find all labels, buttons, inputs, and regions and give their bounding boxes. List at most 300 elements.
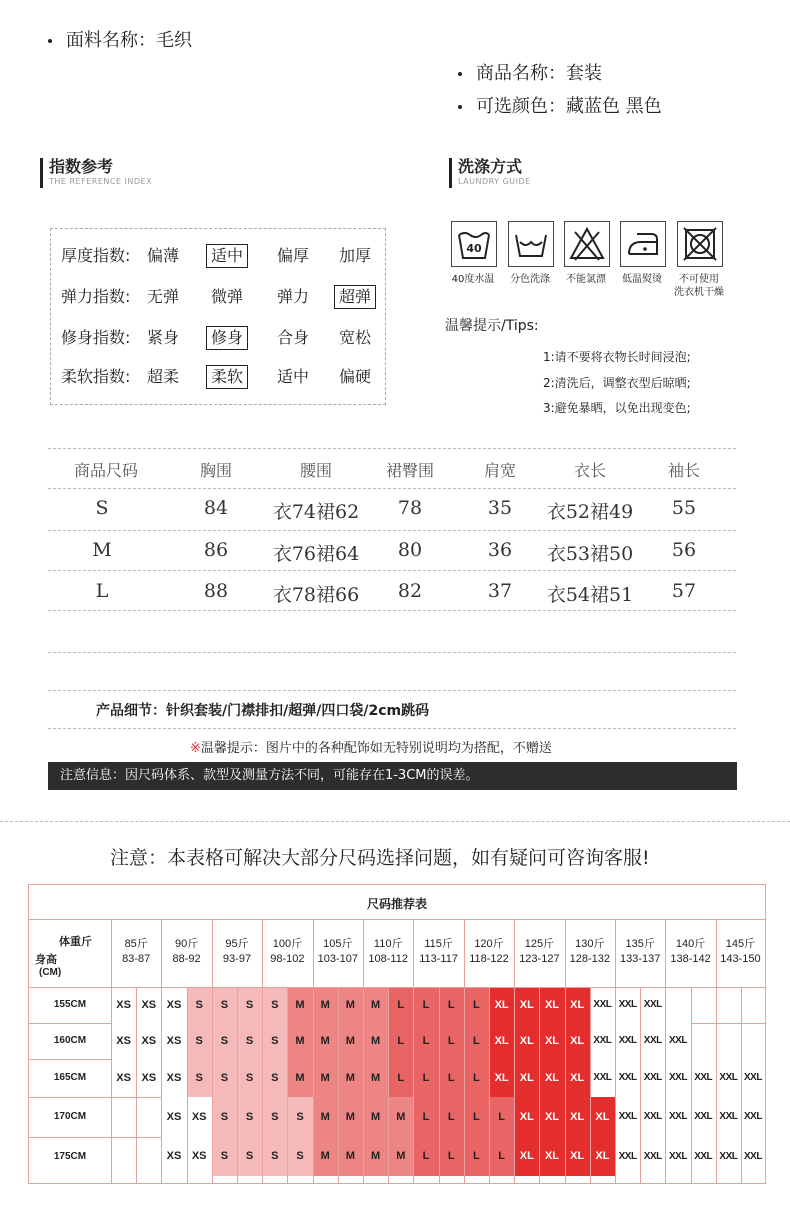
warm-tip-mark: ※: [190, 741, 201, 756]
size-cell: M: [338, 987, 363, 1023]
colors-info: [458, 92, 662, 118]
size-cell: [691, 1023, 716, 1059]
size-cell: XXL: [590, 1023, 615, 1059]
size-cell: [111, 1097, 136, 1137]
size-cell: L: [439, 1137, 464, 1176]
size-table-divider: [48, 530, 736, 531]
size-cell: S: [187, 1059, 212, 1097]
size-table-cell: 78: [397, 497, 423, 519]
size-cell: M: [338, 1097, 363, 1137]
size-cell: M: [388, 1097, 413, 1137]
weight-header: 115斤: [424, 938, 453, 950]
fabric-text: 面料名称：毛织: [66, 30, 192, 51]
warm-tip-text: 温馨提示：图片中的各种配饰如无特别说明均为搭配，不赠送: [200, 741, 552, 756]
index-option-selected: 超弹: [334, 285, 376, 309]
weight-header: 125斤: [524, 938, 555, 950]
size-cell: L: [388, 987, 413, 1023]
size-cell: M: [363, 1097, 388, 1137]
size-cell: S: [212, 1097, 237, 1137]
recommend-note: 注意：本表格可解决大部分尺码选择问题，如有疑问可咨询客服!: [110, 847, 650, 869]
size-cell: L: [439, 987, 464, 1023]
size-cell: S: [237, 1097, 262, 1137]
size-cell: S: [212, 1137, 237, 1176]
index-option-selected: 适中: [206, 244, 248, 268]
size-cell: XXL: [640, 1059, 665, 1097]
weight-range: 128-132: [569, 953, 610, 965]
index-option: 偏硬: [339, 367, 372, 386]
size-cell: M: [313, 1023, 338, 1059]
table-grid-line: [262, 987, 263, 1183]
size-table-cell: 88: [203, 580, 229, 602]
size-cell: L: [413, 1059, 438, 1097]
table-grid-line: [565, 987, 566, 1183]
size-cell: XS: [187, 1137, 212, 1176]
size-cell: XXL: [640, 987, 665, 1023]
size-cell: XXL: [615, 1137, 640, 1176]
laundry-section-title: 洗涤方式: [458, 157, 523, 176]
weight-header: 145斤: [725, 938, 756, 950]
size-cell: L: [413, 987, 438, 1023]
table-title: 尺码推荐表: [366, 897, 427, 911]
size-cell: [136, 1097, 161, 1137]
table-grid-line: [665, 987, 666, 1183]
weight-header: 105斤: [323, 938, 353, 950]
no-bleach-icon: [564, 221, 610, 267]
size-table-cell: 衣74裙62: [272, 501, 360, 523]
size-cell: XXL: [665, 1137, 690, 1176]
size-cell: XS: [161, 1059, 186, 1097]
weight-range: 88-92: [172, 953, 201, 965]
bullet-icon: [458, 72, 462, 76]
table-grid-line: [615, 919, 616, 987]
size-cell: XS: [161, 1023, 186, 1059]
size-cell: XXL: [716, 1097, 741, 1137]
size-cell: XL: [539, 1137, 564, 1176]
size-cell: M: [338, 1023, 363, 1059]
size-cell: XL: [514, 1097, 539, 1137]
size-cell: XS: [136, 1059, 161, 1097]
table-grid-line: [539, 987, 540, 1183]
care-label-40: 40度水温: [451, 274, 495, 285]
index-option: 合身: [277, 328, 310, 347]
size-table-cell: 56: [671, 539, 697, 561]
size-table-header: 裙臀围: [385, 461, 434, 480]
height-label: 165CM: [53, 1072, 87, 1083]
index-section-header: [40, 158, 152, 188]
size-table-cell: S: [95, 497, 109, 519]
tips-title: 温馨提示/Tips:: [445, 318, 539, 334]
size-cell: XL: [514, 1059, 539, 1097]
weight-range: 118-122: [469, 953, 509, 965]
size-cell: M: [363, 1023, 388, 1059]
size-table-header: 衣长: [573, 461, 606, 480]
size-table-header: 胸围: [199, 461, 232, 480]
size-cell: XXL: [665, 1059, 690, 1097]
index-option: 紧身: [147, 328, 180, 347]
corner-weight-label: 体重斤: [59, 936, 92, 948]
size-cell: [716, 1023, 741, 1059]
size-table-divider: [48, 448, 736, 449]
size-cell: S: [262, 987, 287, 1023]
index-option-selected: 修身: [206, 326, 248, 350]
size-cell: S: [187, 1023, 212, 1059]
size-table-divider: [48, 610, 736, 611]
table-grid-line: [615, 987, 616, 1183]
care-label-no-dry: [664, 273, 734, 299]
size-table-cell: M: [92, 539, 112, 561]
table-grid-line: [212, 919, 213, 987]
height-label: 175CM: [53, 1151, 87, 1162]
index-row-label: 柔软指数:: [61, 367, 131, 386]
corner-height-label: 身高: [35, 954, 57, 966]
table-grid-line: [111, 919, 112, 1183]
tip-2: 2:清洗后，调整衣型后晾晒;: [543, 376, 691, 390]
size-table-cell: 36: [487, 539, 513, 561]
size-cell: XS: [187, 1097, 212, 1137]
table-grid-line: [716, 919, 717, 987]
size-recommend-table: [28, 884, 766, 1184]
size-cell: M: [313, 987, 338, 1023]
size-cell: XS: [161, 987, 186, 1023]
size-cell: XL: [565, 1097, 590, 1137]
table-grid-line: [514, 987, 515, 1183]
size-cell: XXL: [640, 1137, 665, 1176]
size-cell: XL: [590, 1137, 615, 1176]
size-cell: S: [262, 1097, 287, 1137]
table-grid-line: [313, 987, 314, 1183]
size-table-divider: [48, 652, 736, 653]
size-cell: S: [287, 1137, 312, 1176]
weight-range: 143-150: [720, 953, 761, 965]
no-tumble-dry-icon: [677, 221, 723, 267]
size-cell: XS: [161, 1137, 186, 1176]
weight-header: 130斤: [575, 938, 605, 950]
table-grid-line: [29, 987, 765, 988]
table-grid-line: [136, 987, 137, 1183]
product-name-text: 商品名称：套装: [476, 63, 602, 84]
size-cell: XXL: [590, 987, 615, 1023]
height-label: 170CM: [53, 1111, 87, 1122]
size-cell: S: [237, 1023, 262, 1059]
size-cell: XXL: [741, 1097, 765, 1137]
corner-unit-label: (CM): [39, 967, 62, 978]
size-cell: L: [439, 1059, 464, 1097]
size-table-header: 腰围: [299, 461, 332, 480]
index-section-subtitle: THE REFERENCE INDEX: [49, 177, 153, 186]
weight-header: 100斤: [272, 938, 303, 950]
size-cell: XS: [161, 1097, 186, 1137]
size-cell: XXL: [665, 1023, 690, 1059]
size-cell: S: [287, 1097, 312, 1137]
table-grid-line: [313, 919, 314, 987]
size-table-divider: [48, 690, 736, 691]
size-table-cell: 82: [397, 580, 423, 602]
index-option: 微弹: [211, 287, 244, 306]
colors-text: 可选颜色：藏蓝色 黑色: [476, 96, 662, 117]
size-table-divider: [48, 570, 736, 571]
table-grid-line: [489, 987, 490, 1183]
size-cell: S: [212, 1059, 237, 1097]
size-cell: M: [287, 987, 312, 1023]
size-table-cell: 80: [397, 539, 423, 561]
weight-header: 140斤: [675, 938, 706, 950]
size-cell: XXL: [615, 987, 640, 1023]
table-grid-line: [29, 919, 765, 920]
size-cell: XL: [514, 987, 539, 1023]
product-name-info: [458, 59, 602, 85]
table-grid-line: [237, 987, 238, 1183]
size-table-header: 袖长: [667, 461, 700, 480]
size-cell: M: [287, 1059, 312, 1097]
size-cell: L: [464, 1097, 489, 1137]
table-grid-line: [413, 919, 414, 987]
table-grid-line: [565, 919, 566, 987]
table-grid-line: [161, 919, 162, 987]
size-cell: L: [388, 1059, 413, 1097]
table-grid-line: [514, 919, 515, 987]
size-cell: XXL: [615, 1059, 640, 1097]
tip-3: 3:避免暴晒，以免出现变色;: [543, 401, 691, 415]
size-table-cell: 86: [203, 539, 229, 561]
size-cell: XXL: [665, 1097, 690, 1137]
index-option: 偏厚: [277, 246, 310, 265]
size-cell: M: [338, 1059, 363, 1097]
size-table-cell: 衣78裙66: [272, 584, 360, 606]
size-cell: XXL: [691, 1137, 716, 1176]
table-grid-line: [388, 987, 389, 1183]
index-option: 加厚: [339, 246, 372, 265]
size-cell: L: [464, 987, 489, 1023]
table-grid-line: [187, 987, 188, 1183]
size-cell: XL: [565, 1059, 590, 1097]
size-cell: M: [363, 987, 388, 1023]
size-table-header: 肩宽: [483, 461, 516, 480]
size-cell: [665, 987, 690, 1023]
size-cell: XXL: [741, 1059, 765, 1097]
size-cell: XL: [539, 1059, 564, 1097]
index-option: 适中: [277, 367, 310, 386]
size-cell: XXL: [691, 1059, 716, 1097]
size-cell: XS: [111, 987, 136, 1023]
size-table-cell: 57: [671, 580, 697, 602]
size-cell: S: [262, 1137, 287, 1176]
size-cell: XXL: [691, 1097, 716, 1137]
table-grid-line: [262, 919, 263, 987]
table-grid-line: [741, 987, 742, 1183]
care-label-low-iron: 低温熨烫: [622, 274, 662, 285]
table-grid-line: [287, 987, 288, 1183]
weight-header: 135斤: [625, 938, 655, 950]
size-cell: L: [464, 1059, 489, 1097]
weight-header: 110斤: [373, 938, 403, 950]
table-grid-line: [640, 987, 641, 1183]
size-cell: S: [262, 1059, 287, 1097]
size-cell: XL: [489, 987, 514, 1023]
size-cell: L: [489, 1137, 514, 1176]
table-grid-line: [338, 987, 339, 1183]
weight-range: 83-87: [122, 953, 151, 965]
table-grid-line: [212, 987, 213, 1183]
table-grid-line: [716, 987, 717, 1183]
size-cell: XS: [136, 987, 161, 1023]
weight-range: 103-107: [317, 953, 358, 965]
size-cell: XL: [489, 1023, 514, 1059]
size-cell: L: [464, 1137, 489, 1176]
height-label: 155CM: [53, 999, 87, 1010]
laundry-section-subtitle: LAUNDRY GUIDE: [458, 177, 531, 186]
care-label-no-dry-line2: 洗衣机干燥: [674, 287, 724, 298]
size-cell: [716, 987, 741, 1023]
notice-bar: 注意信息：因尺码体系、款型及测量方法不同，可能存在1-3CM的误差。: [48, 762, 737, 790]
size-cell: S: [237, 1137, 262, 1176]
size-cell: XXL: [615, 1023, 640, 1059]
size-cell: [741, 987, 765, 1023]
size-table-cell: 衣54裙51: [546, 584, 634, 606]
table-grid-line: [464, 987, 465, 1183]
size-cell: XL: [590, 1097, 615, 1137]
size-cell: L: [439, 1023, 464, 1059]
tip-1: 1:请不要将衣物长时间浸泡;: [543, 350, 691, 364]
size-cell: L: [413, 1097, 438, 1137]
size-table-divider: [48, 488, 736, 489]
table-grid-line: [363, 919, 364, 987]
size-cell: M: [313, 1137, 338, 1176]
laundry-section-header: [449, 158, 531, 188]
weight-header: 90斤: [174, 938, 199, 950]
size-cell: XXL: [590, 1059, 615, 1097]
size-cell: S: [212, 1023, 237, 1059]
table-grid-line: [363, 987, 364, 1183]
size-cell: XXL: [615, 1097, 640, 1137]
size-cell: XS: [136, 1023, 161, 1059]
size-cell: XL: [565, 1137, 590, 1176]
index-option: 宽松: [339, 328, 372, 347]
index-box: [50, 228, 386, 405]
table-grid-line: [691, 987, 692, 1183]
index-option: 偏薄: [147, 246, 180, 265]
section-divider: [0, 821, 790, 822]
size-table-cell: 84: [203, 497, 229, 519]
size-cell: [741, 1023, 765, 1059]
size-cell: L: [489, 1097, 514, 1137]
hand-wash-basin-icon: [508, 221, 554, 267]
weight-header: 120斤: [474, 938, 504, 950]
size-cell: S: [212, 987, 237, 1023]
weight-range: 93-97: [222, 953, 252, 965]
size-cell: XS: [111, 1059, 136, 1097]
weight-range: 123-127: [519, 953, 560, 965]
svg-text:40: 40: [466, 242, 482, 255]
product-detail: 产品细节：针织套装/门襟排扣/超弹/四口袋/2cm跳码: [96, 703, 430, 719]
table-grid-line: [464, 919, 465, 987]
size-cell: S: [262, 1023, 287, 1059]
size-cell: XL: [539, 1023, 564, 1059]
size-cell: M: [363, 1137, 388, 1176]
index-row-label: 弹力指数:: [61, 287, 131, 306]
size-cell: XXL: [716, 1059, 741, 1097]
size-table-cell: 衣53裙50: [546, 543, 634, 565]
index-section-title: 指数参考: [49, 157, 114, 176]
low-iron-icon: [620, 221, 666, 267]
size-table-header: 商品尺码: [73, 461, 138, 480]
size-cell: L: [388, 1023, 413, 1059]
size-cell: M: [363, 1059, 388, 1097]
index-option: 超柔: [147, 367, 180, 386]
size-table-cell: 35: [487, 497, 513, 519]
weight-range: 98-102: [270, 953, 305, 965]
table-grid-line: [590, 987, 591, 1183]
size-cell: M: [313, 1059, 338, 1097]
weight-header: 95斤: [225, 938, 249, 950]
size-cell: L: [413, 1023, 438, 1059]
table-grid-line: [413, 987, 414, 1183]
size-cell: XL: [539, 1097, 564, 1137]
size-cell: L: [464, 1023, 489, 1059]
size-cell: [691, 987, 716, 1023]
fabric-info: [48, 26, 192, 52]
size-table-cell: 37: [487, 580, 513, 602]
table-grid-line: [161, 987, 162, 1183]
size-cell: XXL: [741, 1137, 765, 1176]
height-label: 160CM: [53, 1035, 87, 1046]
size-table-divider: [48, 728, 736, 729]
warm-tip: [190, 737, 552, 756]
size-cell: XL: [565, 987, 590, 1023]
wash-40-icon: [451, 221, 497, 267]
weight-range: 138-142: [670, 953, 711, 965]
size-cell: M: [313, 1097, 338, 1137]
size-cell: L: [439, 1097, 464, 1137]
bullet-icon: [48, 39, 52, 43]
weight-header: 85斤: [124, 938, 148, 950]
size-cell: XL: [489, 1059, 514, 1097]
size-cell: M: [338, 1137, 363, 1176]
table-grid-line: [439, 987, 440, 1183]
index-row-label: 修身指数:: [61, 328, 131, 347]
size-cell: XL: [539, 987, 564, 1023]
index-row-label: 厚度指数:: [61, 246, 131, 265]
weight-range: 108-112: [368, 953, 408, 965]
size-cell: XXL: [640, 1023, 665, 1059]
size-cell: [111, 1137, 136, 1176]
weight-range: 113-117: [419, 953, 458, 965]
index-option: 无弹: [147, 287, 180, 306]
size-cell: XL: [565, 1023, 590, 1059]
size-cell: L: [413, 1137, 438, 1176]
index-option: 弹力: [277, 287, 310, 306]
size-cell: S: [237, 1059, 262, 1097]
size-table-cell: 衣52裙49: [546, 501, 634, 523]
size-cell: XXL: [716, 1137, 741, 1176]
index-option-selected: 柔软: [206, 365, 248, 389]
care-label-separate: 分色洗涤: [510, 274, 550, 285]
table-grid-line: [665, 919, 666, 987]
size-cell: S: [187, 987, 212, 1023]
size-cell: XS: [111, 1023, 136, 1059]
bullet-icon: [458, 105, 462, 109]
size-cell: M: [388, 1137, 413, 1176]
size-cell: XXL: [640, 1097, 665, 1137]
care-label-no-dry-line1: 不可使用: [679, 274, 719, 285]
size-table-cell: 衣76裙64: [272, 543, 360, 565]
weight-range: 133-137: [620, 953, 661, 965]
care-label-no-bleach: 不能氯漂: [566, 274, 606, 285]
size-cell: XL: [514, 1137, 539, 1176]
size-cell: XL: [514, 1023, 539, 1059]
size-cell: [136, 1137, 161, 1176]
size-cell: M: [287, 1023, 312, 1059]
size-table-cell: 55: [671, 497, 697, 519]
